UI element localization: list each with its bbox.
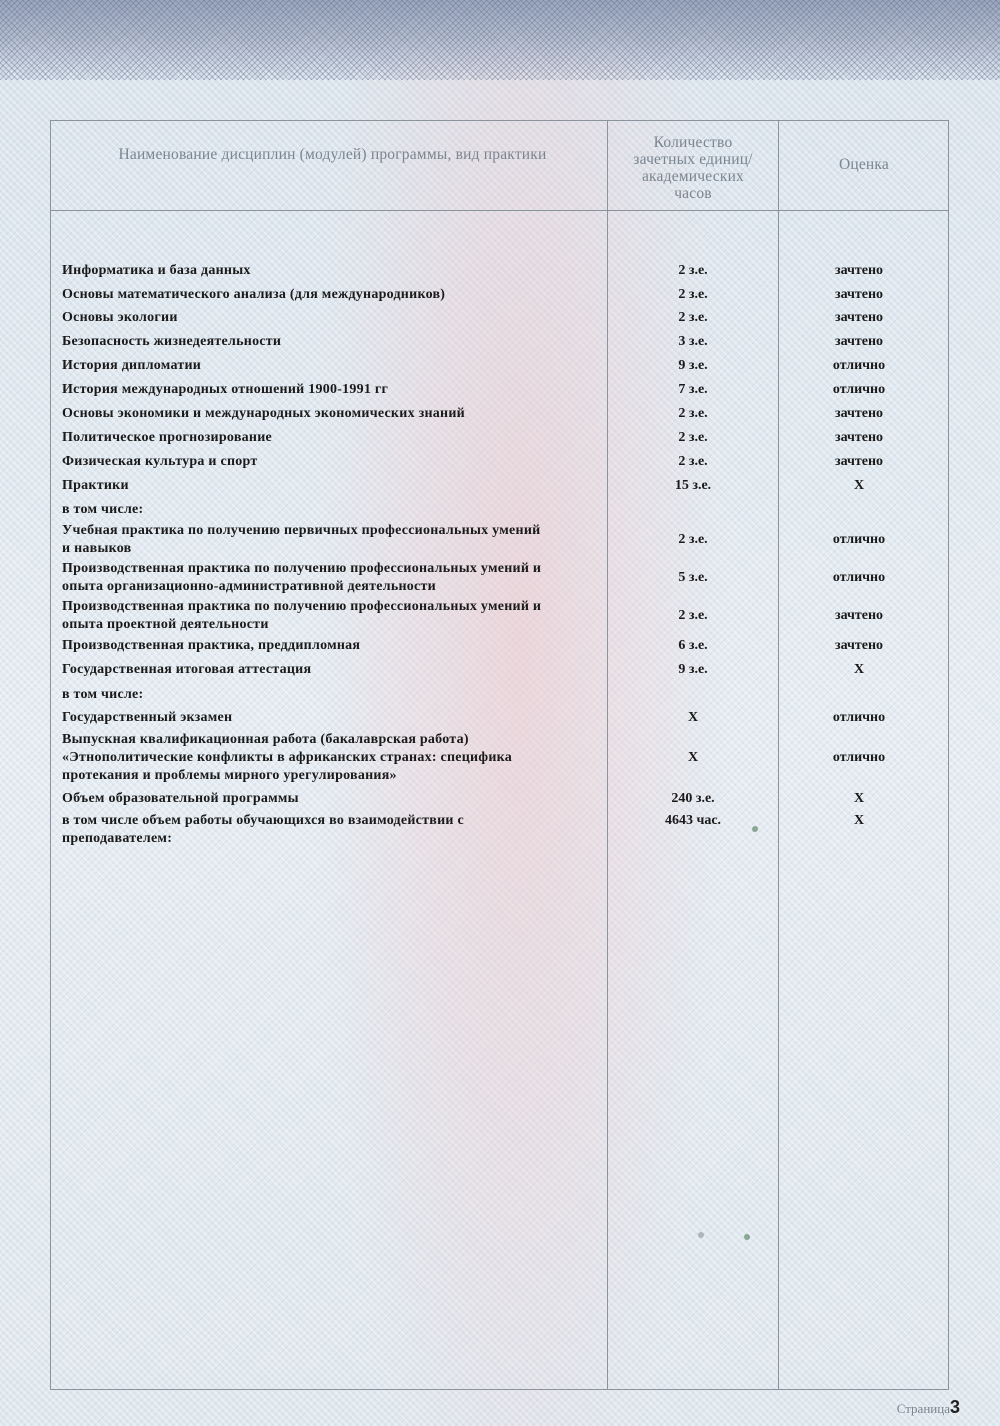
- discipline-name-line: и навыков: [62, 541, 132, 556]
- credits-cell: 2 з.е.: [678, 406, 708, 421]
- grade-cell: отлично: [832, 750, 886, 765]
- discipline-name-line: Основы математического анализа (для международников): [62, 287, 446, 302]
- credits-cell: 2 з.е.: [678, 532, 708, 547]
- ink-speck: [698, 1232, 704, 1238]
- discipline-name-line: Производственная практика по получению профессиональных умений и: [62, 561, 542, 576]
- discipline-name: [62, 637, 610, 655]
- discipline-name-line: Физическая культура и спорт: [62, 454, 258, 469]
- discipline-name-line: Производственная практика, преддипломная: [62, 638, 361, 653]
- discipline-name: [62, 453, 610, 471]
- credits-cell: 2 з.е.: [678, 287, 708, 302]
- grade-cell: зачтено: [834, 608, 884, 623]
- header-credits-line: академических: [641, 168, 745, 185]
- grade-cell: зачтено: [834, 310, 884, 325]
- credits-cell: 4643 час.: [664, 813, 722, 828]
- discipline-name: [62, 522, 610, 558]
- discipline-name-line: Информатика и база данных: [62, 263, 251, 278]
- grade-cell: зачтено: [834, 334, 884, 349]
- discipline-name: [62, 477, 610, 495]
- grade-cell: X: [853, 791, 865, 806]
- credits-cell: 2 з.е.: [678, 608, 708, 623]
- credits-cell: 9 з.е.: [678, 662, 708, 677]
- discipline-name: [62, 731, 610, 785]
- discipline-name-line: в том числе:: [62, 687, 144, 702]
- security-pattern-band: [0, 0, 1000, 80]
- credits-cell: 7 з.е.: [678, 382, 708, 397]
- discipline-name: [62, 598, 610, 634]
- discipline-name-line: протекания и проблемы мирного урегулирования»: [62, 768, 397, 783]
- header-discipline-name: Наименование дисциплин (модулей) программы, вид практики: [118, 146, 547, 163]
- page-label: Страница: [896, 1401, 950, 1416]
- discipline-name-line: Политическое прогнозирование: [62, 430, 272, 445]
- discipline-name: [62, 286, 610, 304]
- credits-cell: 240 з.е.: [671, 791, 715, 806]
- discipline-name: [62, 790, 610, 808]
- discipline-name-line: в том числе объем работы обучающихся во взаимодействии с: [62, 813, 464, 828]
- grade-cell: отлично: [832, 570, 886, 585]
- grade-cell: X: [853, 662, 865, 677]
- discipline-name: [62, 812, 610, 848]
- discipline-name: [62, 381, 610, 399]
- grade-cell: зачтено: [834, 454, 884, 469]
- credits-cell: 9 з.е.: [678, 358, 708, 373]
- discipline-name-line: опыта проектной деятельности: [62, 617, 269, 632]
- discipline-name: [62, 357, 610, 375]
- credits-cell: 2 з.е.: [678, 430, 708, 445]
- discipline-name: [62, 709, 610, 727]
- credits-cell: 2 з.е.: [678, 263, 708, 278]
- header-credits-line: часов: [674, 185, 712, 202]
- grade-cell: зачтено: [834, 638, 884, 653]
- credits-cell: 2 з.е.: [678, 310, 708, 325]
- discipline-name: [62, 429, 610, 447]
- discipline-name-line: Государственная итоговая аттестация: [62, 662, 312, 677]
- discipline-name: [62, 333, 610, 351]
- discipline-name: [62, 309, 610, 327]
- grade-cell: зачтено: [834, 287, 884, 302]
- grade-cell: отлично: [832, 532, 886, 547]
- grade-cell: отлично: [832, 382, 886, 397]
- grade-cell: зачтено: [834, 406, 884, 421]
- discipline-name-line: Учебная практика по получению первичных профессиональных умений: [62, 523, 541, 538]
- header-divider: [50, 210, 949, 211]
- discipline-name: [62, 686, 610, 704]
- discipline-name: [62, 405, 610, 423]
- discipline-name-line: опыта организационно-административной деятельности: [62, 579, 436, 594]
- discipline-name-line: Выпускная квалификационная работа (бакалаврская работа): [62, 732, 469, 747]
- credits-cell: 5 з.е.: [678, 570, 708, 585]
- discipline-name: [62, 560, 610, 596]
- header-grade: Оценка: [838, 156, 890, 173]
- discipline-name-line: Объем образовательной программы: [62, 791, 299, 806]
- discipline-name-line: Практики: [62, 478, 129, 493]
- grade-cell: зачтено: [834, 263, 884, 278]
- grade-cell: отлично: [832, 358, 886, 373]
- credits-cell: 3 з.е.: [678, 334, 708, 349]
- discipline-name-line: История дипломатии: [62, 358, 202, 373]
- discipline-name-line: История международных отношений 1900-1991 гг: [62, 382, 389, 397]
- column-divider-2: [778, 120, 779, 1390]
- discipline-name-line: преподавателем:: [62, 831, 173, 846]
- grade-cell: отлично: [832, 710, 886, 725]
- credits-cell: X: [687, 710, 699, 725]
- discipline-name-line: в том числе:: [62, 502, 144, 517]
- discipline-name: [62, 661, 610, 679]
- credits-cell: 6 з.е.: [678, 638, 708, 653]
- grade-cell: X: [853, 478, 865, 493]
- discipline-name-line: Производственная практика по получению профессиональных умений и: [62, 599, 542, 614]
- discipline-name-line: Безопасность жизнедеятельности: [62, 334, 282, 349]
- discipline-name-line: «Этнополитические конфликты в африканских странах: специфика: [62, 750, 512, 765]
- discipline-name: [62, 501, 610, 519]
- grade-cell: зачтено: [834, 430, 884, 445]
- credits-cell: 15 з.е.: [674, 478, 712, 493]
- discipline-name: [62, 262, 610, 280]
- discipline-name-line: Государственный экзамен: [62, 710, 233, 725]
- credits-cell: X: [687, 750, 699, 765]
- header-credits-line: зачетных единиц/: [633, 151, 753, 168]
- discipline-name-line: Основы экологии: [62, 310, 178, 325]
- credits-cell: 2 з.е.: [678, 454, 708, 469]
- ink-speck: [744, 1234, 750, 1240]
- page-number-value: 3: [949, 1397, 960, 1417]
- header-credits-line: Количество: [653, 134, 733, 151]
- header-credits: [609, 134, 777, 202]
- grade-cell: X: [853, 813, 865, 828]
- page-number: [897, 1397, 960, 1418]
- ink-speck: [752, 826, 758, 832]
- discipline-name-line: Основы экономики и международных экономических знаний: [62, 406, 465, 421]
